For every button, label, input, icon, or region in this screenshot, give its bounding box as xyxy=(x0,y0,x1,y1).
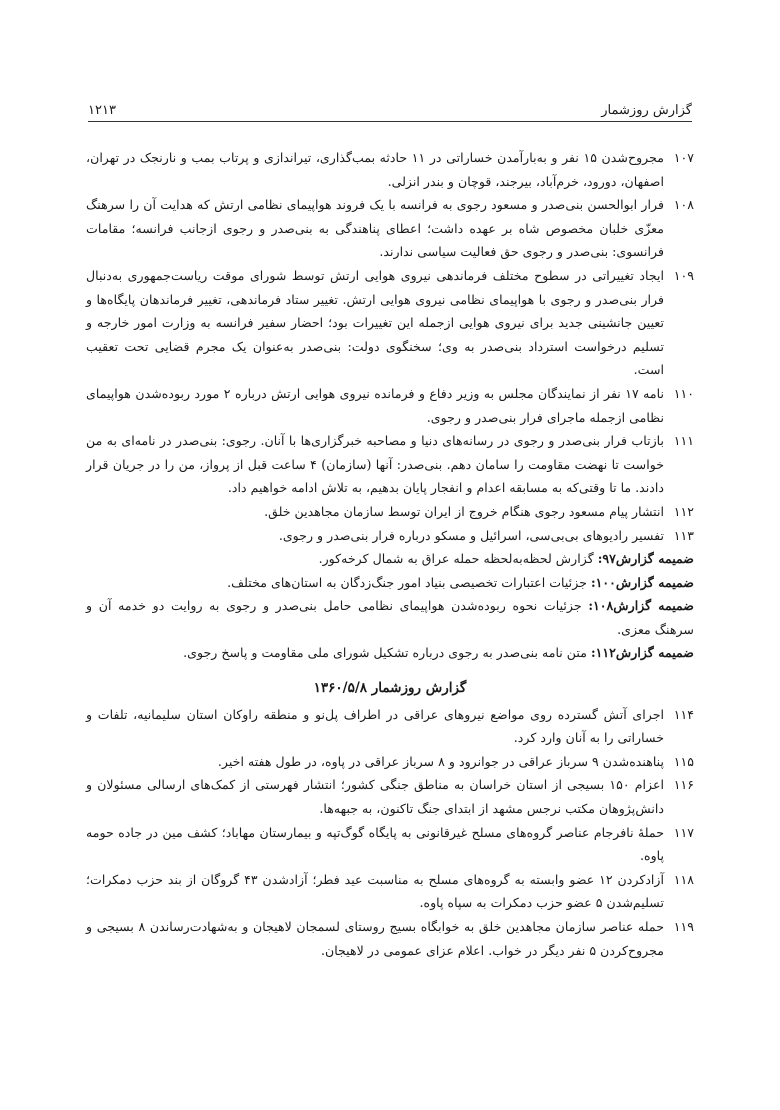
entry-number: ۱۱۳ xyxy=(673,527,694,543)
entry-text: حمله عناصر سازمان مجاهدین خلق به خوابگاه بسیج روستای لسمجان لاهیجان و به‌شهادت‌رساندن ۸ بسیجی و مجروح‌کردن ۵ نفر دیگر در خواب. اعلام عزای عمومی در لاهیجان. xyxy=(86,919,664,958)
appendix-text: متن نامه بنی‌صدر به رجوی درباره تشکیل شورای ملی مقاومت و پاسخ رجوی. xyxy=(183,645,587,661)
entry-number: ۱۰۷ xyxy=(673,150,694,165)
entry-number: ۱۱۴ xyxy=(673,706,694,722)
entry-text: فرار ابوالحسن بنی‌صدر و مسعود رجوی به فرانسه با یک فروند هواپیمای نظامی ارتش که هدایت آن را سرهنگ معزّی خلبان مخصوص شاه بر عهده داشت؛ اعطای پناهندگی به بنی‌صدر و رجوی ازجانب فرانسه؛ مقامات فرانسوی: بنی‌صدر و رجوی حق فعالیت سیاسی ندارند. xyxy=(86,197,664,260)
list-item xyxy=(86,264,694,382)
entry-text: نامه ۱۷ نفر از نمایندگان مجلس به وزیر دفاع و فرمانده نیروی هوایی ارتش درباره ۲ مورد ربوده‌شدن هواپیمای نظامی ازجمله ماجرای فرار بنی‌صدر و رجوی. xyxy=(86,385,664,425)
list-item xyxy=(86,382,694,429)
list-item xyxy=(86,773,694,820)
entry-text: بازتاب فرار بنی‌صدر و رجوی در رسانه‌های دنیا و مصاحبه خبرگزاری‌ها با آنان. رجوی: بنی‌صدر در نامه‌ای به من خواست تا نهضت مقاومت را سامان دهم. بنی‌صدر: آنها (سازمان) ۴ ساعت قبل از پرواز، من را در جریان قرار دادند. ما تا وقتی‌که به مسابقه اعدام و انفجار پایان بدهیم، به تلاش ادامه خواهیم داد. xyxy=(86,433,665,496)
appendix-text: جزئیات اعتبارات تخصیصی بنیاد امور جنگ‌زدگان به استان‌های مختلف. xyxy=(227,574,587,590)
entry-text: حملهٔ نافرجام عناصر گروه‌های مسلح غیرقانونی به پایگاه گوگ‌تپه و بیمارستان مهاباد؛ کشف مین در جاده حومه پاوه. xyxy=(86,824,664,864)
list-item xyxy=(86,193,694,264)
appendix-label: ضمیمه گزارش۱۰۰: xyxy=(590,574,694,590)
entry-text: اعزام ۱۵۰ بسیجی از استان خراسان به مناطق جنگی کشور؛ انتشار فهرستی از کمک‌های ارسالی مسئولان و دانش‌پژوهان مکتب نرجس مشهد از ابتدای جنگ تاکنون، به جبهه‌ها. xyxy=(86,777,664,817)
appendix-item xyxy=(86,547,694,571)
list-item xyxy=(86,429,694,500)
entry-text: اجرای آتش گسترده روی مواضع نیروهای عراقی در اطراف پل‌نو و منطقه راوکان استان سلیمانیه، تلفات و خساراتی را به آنان وارد کرد. xyxy=(86,706,664,746)
list-item xyxy=(86,915,694,962)
entry-number: ۱۱۱ xyxy=(673,433,694,449)
page-header xyxy=(88,92,692,118)
entry-text: آزادکردن ۱۲ عضو وابسته به گروه‌های مسلح به مناسبت عید فطر؛ آزادشدن ۴۳ گروگان از بند حزب دمکرات؛ تسلیم‌شدن ۵ عضو حزب دمکرات به سپاه پاوه. xyxy=(86,871,665,911)
entry-number: ۱۱۵ xyxy=(673,753,694,769)
list-item xyxy=(86,868,694,915)
entry-number: ۱۱۸ xyxy=(673,871,694,887)
entry-number: ۱۱۷ xyxy=(673,824,694,840)
page-body xyxy=(86,146,694,962)
entry-number: ۱۱۰ xyxy=(673,385,694,401)
list-item xyxy=(86,524,694,548)
section-title: گزارش روزشمار ۱۳۶۰/۵/۸ xyxy=(313,680,467,697)
page-number: ۱۲۱۳ xyxy=(88,103,116,118)
entry-number: ۱۱۹ xyxy=(673,919,694,934)
list-item xyxy=(86,750,694,774)
appendix-label: ضمیمه گزارش۱۱۲: xyxy=(590,645,694,661)
list-item xyxy=(86,703,694,750)
entry-number: ۱۰۸ xyxy=(673,197,694,213)
list-item xyxy=(86,146,694,193)
appendix-label: ضمیمه گزارش۹۷: xyxy=(597,551,694,567)
running-title: گزارش روزشمار xyxy=(601,103,692,118)
entry-number: ۱۰۹ xyxy=(673,267,694,283)
appendix-item xyxy=(86,571,694,595)
appendix-text: گزارش لحظه‌به‌لحظه حمله عراق به شمال کرخه‌کور. xyxy=(318,551,594,567)
appendix-label: ضمیمه گزارش۱۰۸: xyxy=(588,598,694,614)
entry-text: پناهنده‌شدن ۹ سرباز عراقی در جوانرود و ۸ سرباز عراقی در پاوه، در طول هفته اخیر. xyxy=(217,753,664,769)
list-item xyxy=(86,500,694,524)
appendix-text: جزئیات نحوه ربوده‌شدن هواپیمای نظامی حامل بنی‌صدر و رجوی به روایت دو خدمه آن و سرهنگ معزی. xyxy=(86,598,694,637)
header-divider xyxy=(88,121,692,122)
entry-text: مجروح‌شدن ۱۵ نفر و به‌بارآمدن خساراتی در ۱۱ حادثه بمب‌گذاری، تیراندازی و پرتاب بمب و نارنجک در تهران، اصفهان، دورود، خرم‌آباد، بیرجند، قوچان و بندر انزلی. xyxy=(86,150,664,189)
list-item xyxy=(86,821,694,868)
entry-number: ۱۱۶ xyxy=(673,777,694,793)
appendix-item xyxy=(86,641,694,665)
entry-text: ایجاد تغییراتی در سطوح مختلف فرماندهی نیروی هوایی ارتش توسط شورای موقت ریاست‌جمهوری به‌دنبال فرار بنی‌صدر و رجوی با هواپیمای نظامی نیروی هوایی ارتش. تغییر ستاد فرماندهی، تغییر فرماندهان پایگاه‌ها و تعیین جانشینی جدید برای نیروی هوایی ازجمله این تغییرات بود؛ احضار سفیر فرانسه به وزارت امور خارجه و تسلیم درخواست استرداد بنی‌صدر به وی؛ سخنگوی دولت: بنی‌صدر به‌عنوان یک مجرم قضایی تحت تعقیب است. xyxy=(86,267,664,378)
entry-number: ۱۱۲ xyxy=(673,503,694,519)
entry-text: تفسیر رادیوهای بی‌بی‌سی، اسرائیل و مسکو درباره فرار بنی‌صدر و رجوی. xyxy=(278,527,664,543)
entry-text: انتشار پیام مسعود رجوی هنگام خروج از ایران توسط سازمان مجاهدین خلق. xyxy=(264,503,664,519)
appendix-item xyxy=(86,594,694,641)
